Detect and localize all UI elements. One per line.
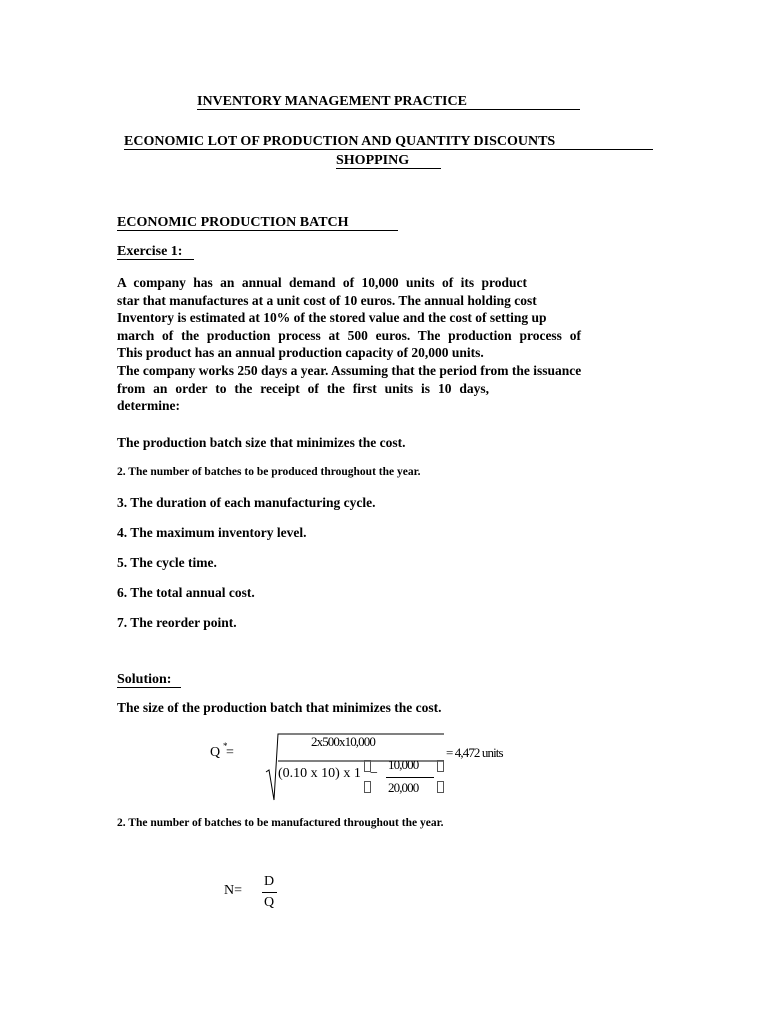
problem-line: A company has an annual demand of 10,000 units of its product (117, 275, 527, 290)
question-7: 7. The reorder point. (117, 615, 237, 630)
question-6: 6. The total annual cost. (117, 585, 255, 600)
problem-line: determine: (117, 398, 180, 414)
subtitle-underline-1 (124, 149, 653, 150)
subtitle-underline-2 (336, 168, 441, 169)
formula-q-minus: − (370, 766, 378, 781)
bracket-glyph-icon (364, 781, 371, 793)
formula-n-lhs: N= (224, 883, 243, 898)
formula-q-equals: = (226, 745, 234, 760)
problem-line: march of the production process at 500 euros. The production process of (117, 327, 581, 343)
problem-statement (117, 274, 612, 415)
question-3: 3. The duration of each manufacturing cycle. (117, 495, 376, 510)
solution-q1: The size of the production batch that minimizes the cost. (117, 700, 442, 715)
formula-q-result: = 4,472 units (446, 745, 503, 760)
problem-line: This product has an annual production capacity of 20,000 units. (117, 345, 484, 361)
solution-q2: 2. The number of batches to be manufactured throughout the year. (117, 817, 444, 829)
question-2: 2. The number of batches to be produced throughout the year. (117, 466, 421, 478)
problem-line: star that manufactures at a unit cost of 10 euros. The annual holding cost (117, 292, 537, 308)
formula-n-numerator: D (264, 874, 275, 889)
bracket-glyph-icon (437, 781, 444, 793)
formula-n-fraction-bar (262, 892, 277, 893)
formula-n-denominator: Q (264, 895, 275, 910)
question-5: 5. The cycle time. (117, 555, 217, 570)
page-subtitle-line1: ECONOMIC LOT OF PRODUCTION AND QUANTITY DISCOUNTS (124, 134, 556, 149)
problem-line: The company works 250 days a year. Assuming that the period from the issuance (117, 362, 582, 378)
question-1: The production batch size that minimizes the cost. (117, 435, 406, 450)
formula-q-denominator-left: (0.10 x 10) x 1 (278, 766, 361, 781)
page-title: INVENTORY MANAGEMENT PRACTICE (197, 94, 467, 109)
exercise-label-underline (117, 259, 194, 260)
section-heading: ECONOMIC PRODUCTION BATCH (117, 215, 349, 230)
solution-label: Solution: (117, 672, 172, 687)
problem-line: Inventory is estimated at 10% of the stored value and the cost of setting up (117, 310, 547, 326)
page-subtitle-line2: SHOPPING (336, 153, 410, 168)
formula-q-inner-denominator: 20,000 (388, 780, 419, 795)
section-heading-underline (117, 230, 398, 231)
formula-q-star-sup: * (223, 741, 228, 751)
title-underline (197, 109, 580, 110)
problem-line: from an order to the receipt of the first units is 10 days, (117, 380, 489, 396)
formula-q-lhs: Q (210, 745, 221, 760)
exercise-label: Exercise 1: (117, 244, 183, 259)
bracket-glyph-icon (437, 760, 444, 772)
formula-q-numerator: 2x500x10,000 (311, 734, 375, 749)
question-4: 4. The maximum inventory level. (117, 525, 307, 540)
formula-q-inner-numerator: 10,000 (388, 757, 419, 772)
inner-fraction-bar (386, 777, 434, 778)
solution-label-underline (117, 687, 181, 688)
